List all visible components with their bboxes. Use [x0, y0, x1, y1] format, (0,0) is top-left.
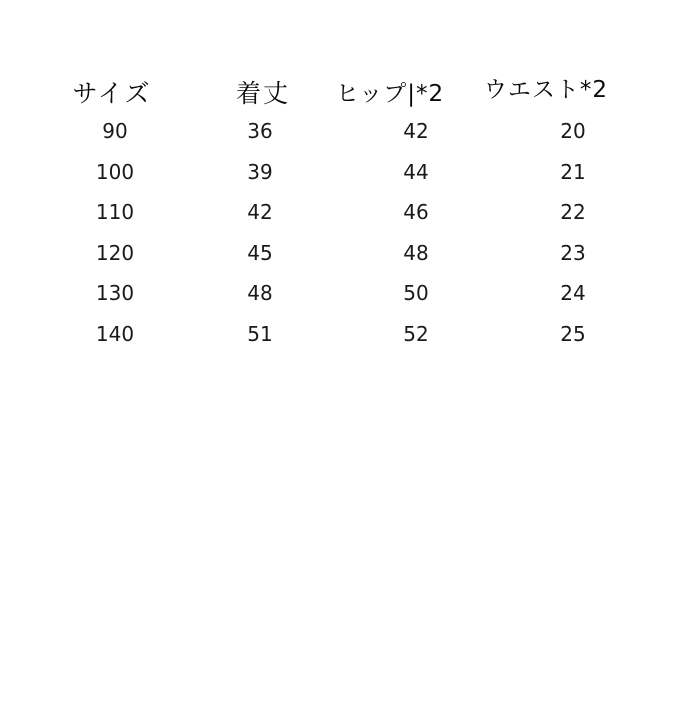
header-waist: ウエスト*2	[483, 77, 609, 103]
cell-length: 36	[247, 119, 273, 143]
cell-hip: 50	[403, 281, 429, 305]
cell-hip: 48	[403, 241, 429, 265]
cell-length: 45	[247, 241, 273, 265]
cell-hip: 52	[403, 322, 429, 346]
cell-size: 120	[95, 241, 135, 265]
cell-length: 51	[247, 322, 273, 346]
cell-hip: 46	[403, 200, 429, 224]
cell-size: 100	[95, 160, 135, 184]
cell-hip: 42	[403, 119, 429, 143]
cell-size: 110	[95, 200, 135, 224]
header-hip: ヒップ|*2	[335, 81, 445, 107]
cell-size: 90	[102, 119, 128, 143]
cell-waist: 23	[560, 241, 586, 265]
cell-waist: 24	[560, 281, 586, 305]
cell-waist: 22	[560, 200, 586, 224]
cell-waist: 20	[560, 119, 586, 143]
cell-hip: 44	[403, 160, 429, 184]
header-length: 着丈	[235, 79, 291, 108]
cell-length: 42	[247, 200, 273, 224]
cell-waist: 21	[560, 160, 586, 184]
header-size: サイズ	[72, 79, 152, 108]
cell-length: 39	[247, 160, 273, 184]
cell-length: 48	[247, 281, 273, 305]
cell-size: 130	[95, 281, 135, 305]
cell-waist: 25	[560, 322, 586, 346]
cell-size: 140	[95, 322, 135, 346]
